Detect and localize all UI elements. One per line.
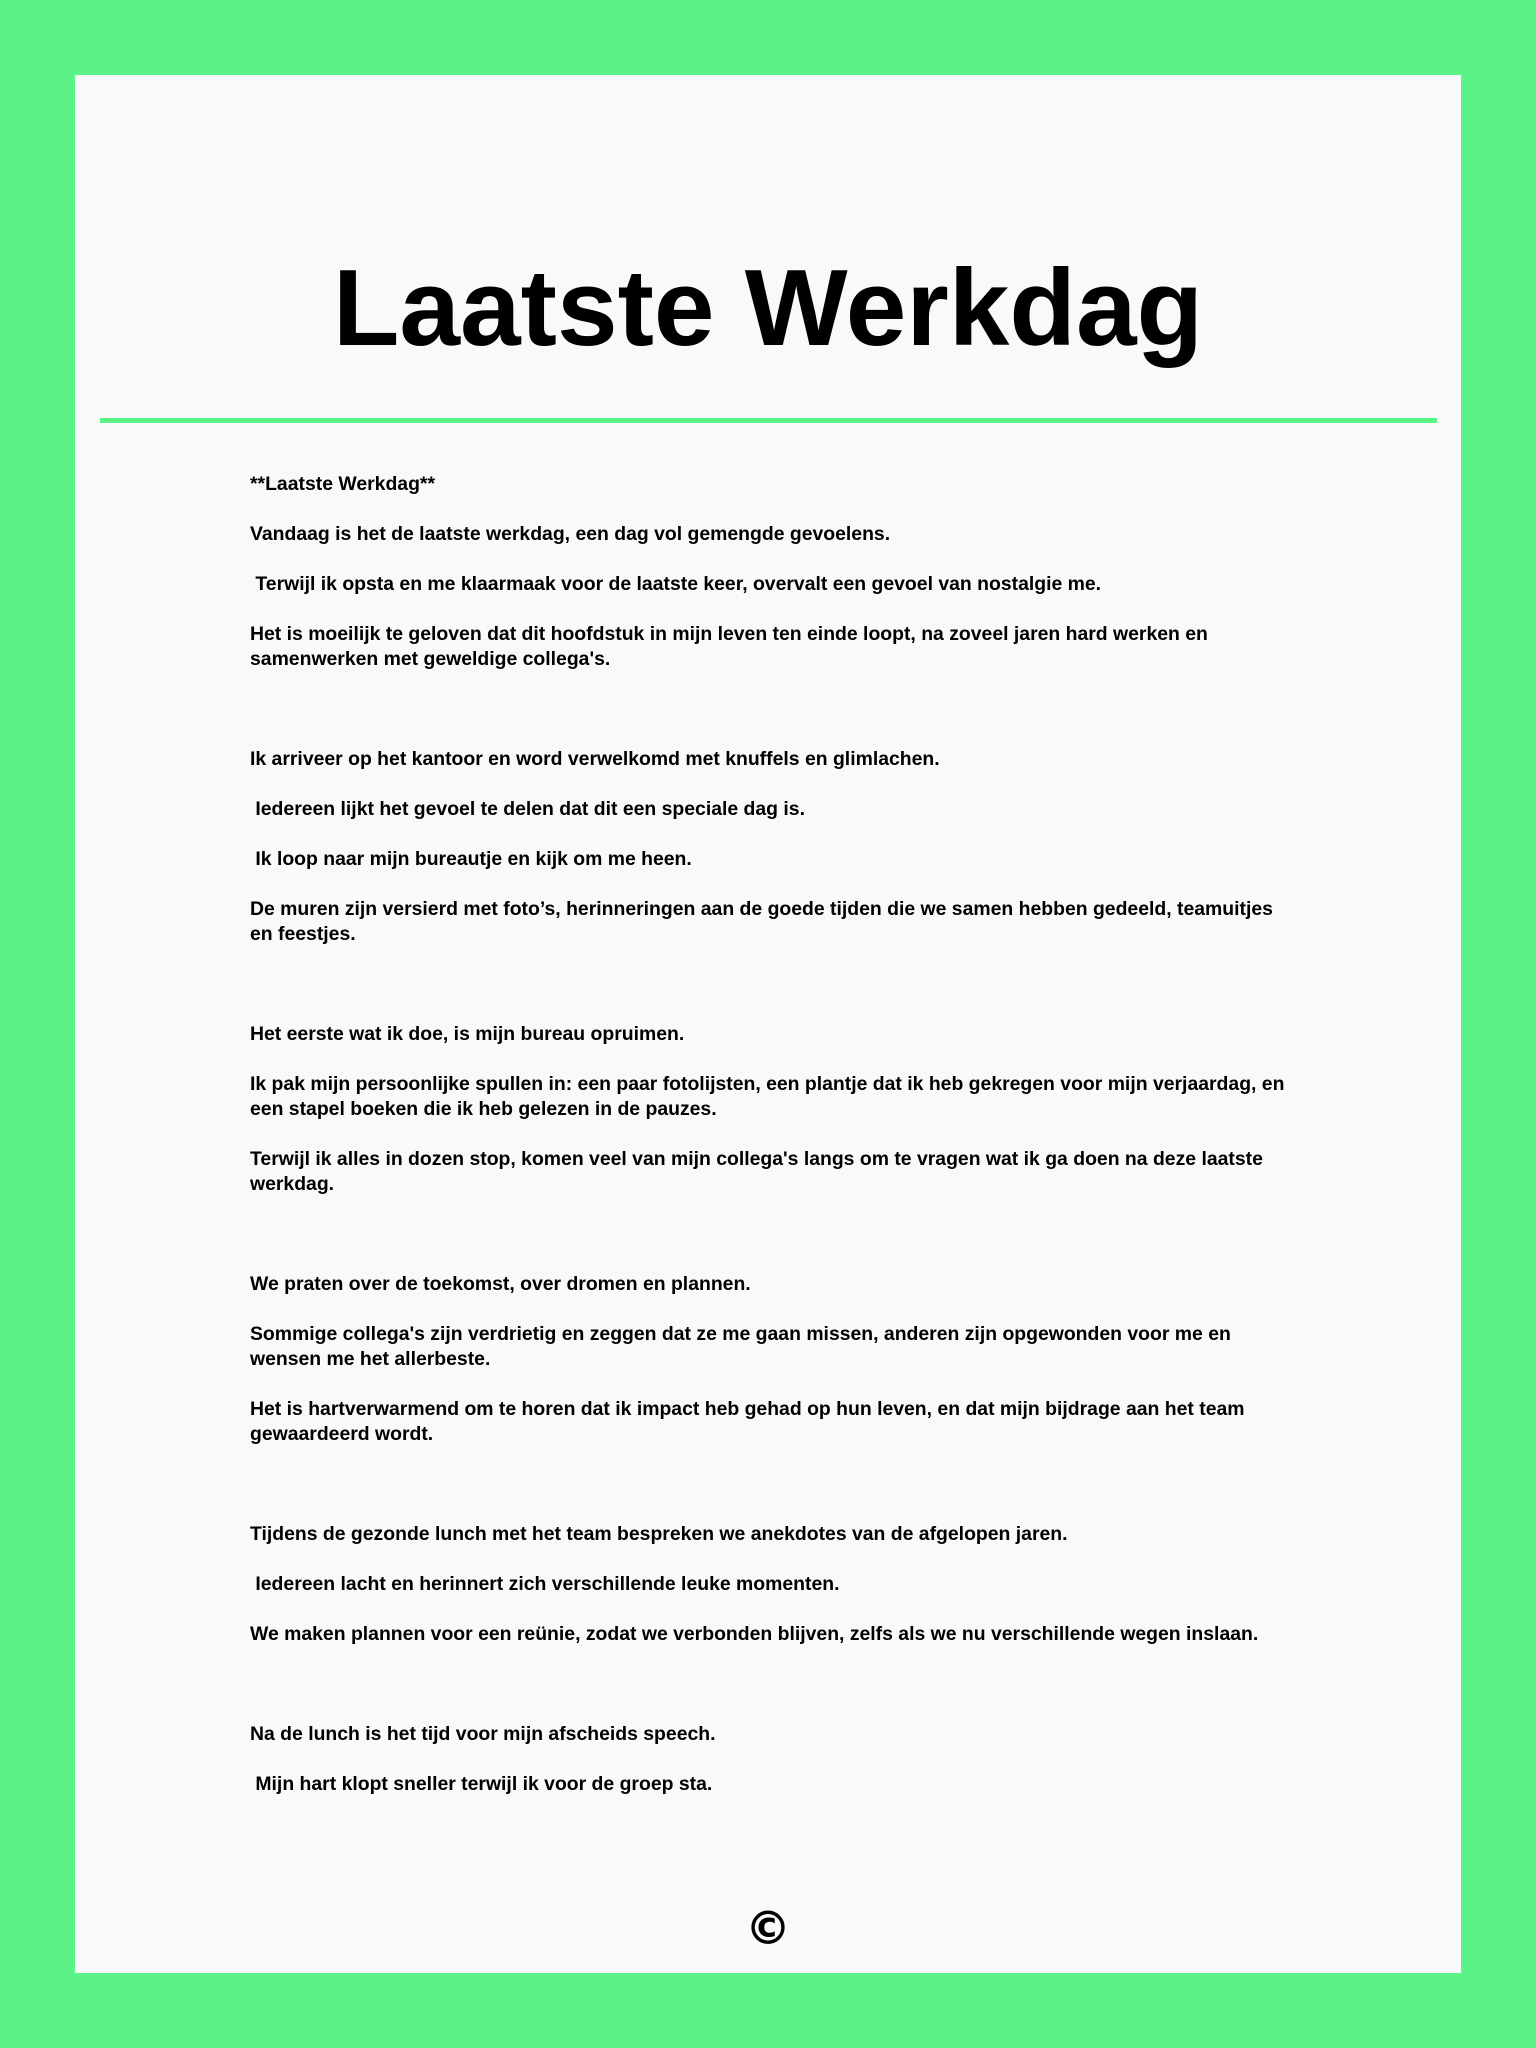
paragraph: Na de lunch is het tijd voor mijn afscheids speech.: [250, 1723, 716, 1745]
paragraph: Ik arriveer op het kantoor en word verwelkomd met knuffels en glimlachen.: [250, 748, 940, 770]
paragraph: Het is moeilijk te geloven dat dit hoofdstuk in mijn leven ten einde loopt, na zoveel jaren hard werken en samenwerken met geweldige collega's.: [250, 623, 1208, 670]
document-title: Laatste Werkdag: [332, 247, 1204, 369]
paragraph: We maken plannen voor een reünie, zodat we verbonden blijven, zelfs als we nu verschillende wegen inslaan.: [250, 1623, 1259, 1645]
paragraph: Het is hartverwarmend om te horen dat ik impact heb gehad op hun leven, en dat mijn bijdrage aan het team gewaardeerd wordt.: [250, 1398, 1245, 1445]
paragraph: Terwijl ik alles in dozen stop, komen veel van mijn collega's langs om te vragen wat ik ga doen na deze laatste werkdag.: [250, 1148, 1263, 1195]
paragraph: De muren zijn versierd met foto’s, herinneringen aan de goede tijden die we samen hebben gedeeld, teamuitjes en feestjes.: [250, 898, 1273, 945]
paragraph-heading: **Laatste Werkdag**: [250, 473, 436, 495]
title-divider: [100, 418, 1437, 423]
copyright-icon: ©: [745, 1901, 791, 1955]
paragraph: Sommige collega's zijn verdrietig en zeggen dat ze me gaan missen, anderen zijn opgewonden voor me en wensen me het allerbeste.: [250, 1323, 1231, 1370]
paragraph: Ik pak mijn persoonlijke spullen in: een paar fotolijsten, een plantje dat ik heb gekregen voor mijn verjaardag, en een stapel boeken die ik heb gelezen in de pauzes.: [250, 1073, 1285, 1120]
paragraph: Iedereen lacht en herinnert zich verschillende leuke momenten.: [250, 1573, 840, 1595]
paragraph: We praten over de toekomst, over dromen en plannen.: [250, 1273, 751, 1295]
paragraph: Ik loop naar mijn bureautje en kijk om me heen.: [250, 848, 692, 870]
paragraph: Terwijl ik opsta en me klaarmaak voor de laatste keer, overvalt een gevoel van nostalgie me.: [250, 573, 1102, 595]
document-body: [250, 472, 1286, 1822]
paragraph: Iedereen lijkt het gevoel te delen dat dit een speciale dag is.: [250, 798, 805, 820]
paragraph: Vandaag is het de laatste werkdag, een dag vol gemengde gevoelens.: [250, 523, 891, 545]
paragraph: Mijn hart klopt sneller terwijl ik voor de groep sta.: [250, 1773, 713, 1795]
paragraph: Tijdens de gezonde lunch met het team bespreken we anekdotes van de afgelopen jaren.: [250, 1523, 1068, 1545]
paragraph: Het eerste wat ik doe, is mijn bureau opruimen.: [250, 1023, 685, 1045]
